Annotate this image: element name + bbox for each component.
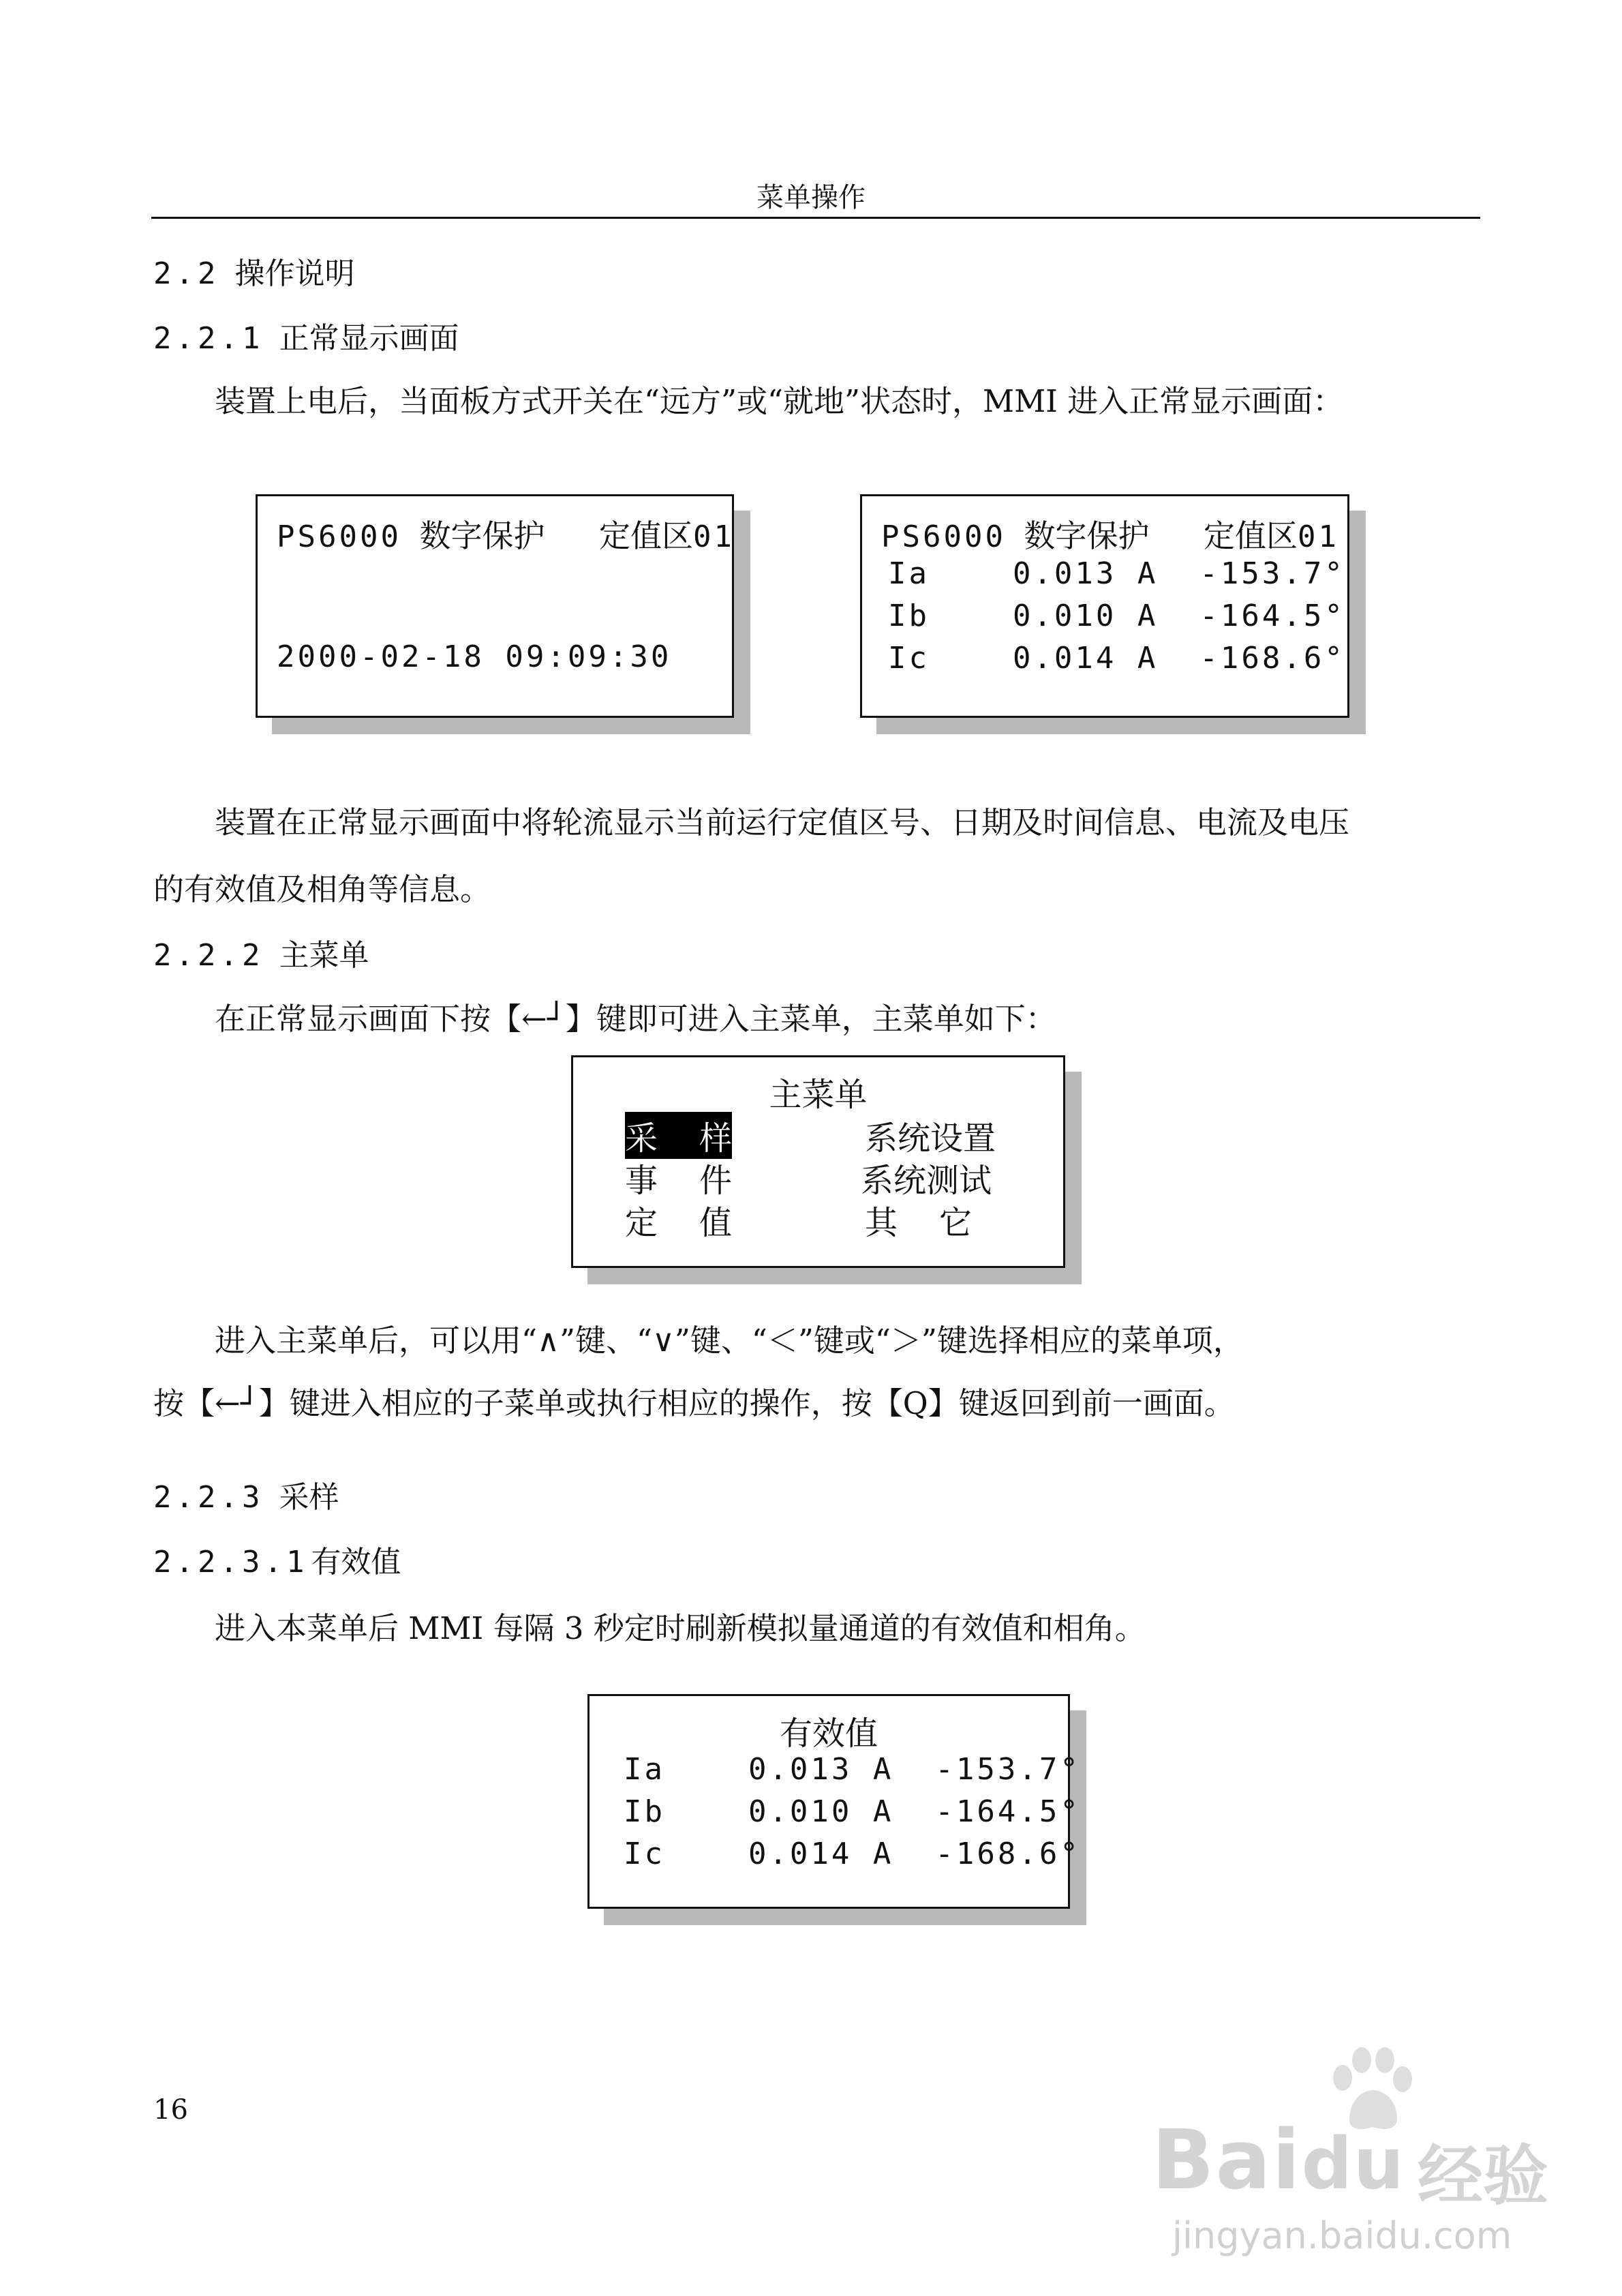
page-number: 16 [153,2094,188,2126]
section-number: 2.2 [153,256,220,291]
rms-row-ic: Ic 0.014 A -168.6° [624,1837,1081,1871]
watermark-brand: Bai [1152,2113,1302,2208]
section-title: 有效值 [311,1545,401,1580]
title: 数字保护 [1024,517,1150,554]
section-title: 主菜单 [279,938,369,973]
watermark-url: jingyan.baidu.com [1172,2214,1512,2257]
menu-item-system-settings[interactable]: 系统设置 [865,1119,996,1158]
section-number: 2.2.3.1 [153,1545,309,1580]
zone-label: 定值区 [1203,517,1298,554]
lcd-rms-values [587,1694,1081,1909]
menu-item-system-test[interactable]: 系统测试 [861,1162,992,1200]
paragraph-power-on: 装置上电后，当面板方式开关在“远方”或“就地”状态时，MMI 进入正常显示画面： [215,383,1344,419]
paragraph-rms-refresh: 进入本菜单后 MMI 每隔 3 秒定时刷新模拟量通道的有效值和相角。 [215,1610,1146,1646]
lcd-main-menu [571,1055,1065,1268]
menu-item-settings-values[interactable]: 定 值 [625,1204,733,1242]
baidu-jingyan-watermark [1152,2045,1588,2270]
main-menu-title: 主菜单 [769,1076,868,1114]
section-title: 正常显示画面 [279,321,459,356]
lcd-row-ia: Ia 0.013 A -153.7° [888,556,1345,591]
section-title: 采样 [279,1480,339,1515]
zone-value: 01 [692,519,735,554]
zone-label: 定值区 [598,517,693,554]
watermark-brand-suffix: du [1301,2122,1406,2205]
lcd-line-title [881,511,1339,556]
lcd-row-ib: Ib 0.010 A -164.5° [888,599,1345,633]
lcd-row-ic: Ic 0.014 A -168.6° [888,641,1345,676]
paragraph-rotation-line2: 的有效值及相角等信息。 [153,871,491,907]
section-2-2-2-heading [153,931,369,974]
paragraph-enter-main-menu: 在正常显示画面下按【←┘】键即可进入主菜单，主菜单如下： [215,1001,1056,1037]
lcd-datetime: 2000-02-18 09:09:30 [277,639,672,674]
header-title: 菜单操作 [756,182,866,213]
section-number: 2.2.1 [153,321,264,356]
model: PS6000 [881,519,1006,554]
header-rule [151,217,1480,219]
section-number: 2.2.3 [153,1480,264,1515]
title: 数字保护 [419,517,545,554]
lcd-screen-normal-currents [860,494,1349,718]
rms-title: 有效值 [779,1715,878,1753]
rms-row-ib: Ib 0.010 A -164.5° [624,1794,1081,1829]
section-2-2-heading [153,249,354,292]
paragraph-navigation-line1: 进入主菜单后，可以用“∧”键、“∨”键、“＜”键或“＞”键选择相应的菜单项， [215,1323,1244,1359]
menu-item-events[interactable]: 事 件 [625,1162,733,1200]
rms-row-ia: Ia 0.013 A -153.7° [624,1752,1081,1787]
lcd-screen-normal-datetime [256,494,734,718]
lcd-line-title [277,511,735,556]
section-2-2-3-heading [153,1472,339,1516]
menu-item-others[interactable]: 其 它 [865,1204,973,1242]
paragraph-navigation-line2: 按【←┘】键进入相应的子菜单或执行相应的操作，按【Q】键返回到前一画面。 [153,1385,1235,1421]
menu-item-sampling[interactable]: 采 样 [625,1112,732,1159]
model: PS6000 [277,519,401,554]
watermark-brand-cn: 经验 [1418,2138,1548,2214]
section-title: 操作说明 [234,256,355,291]
section-2-2-3-1-heading [153,1537,401,1581]
zone-value: 01 [1297,519,1339,554]
section-2-2-1-heading [153,314,459,357]
section-number: 2.2.2 [153,938,264,973]
paragraph-rotation-line1: 装置在正常显示画面中将轮流显示当前运行定值区号、日期及时间信息、电流及电压 [215,804,1350,841]
